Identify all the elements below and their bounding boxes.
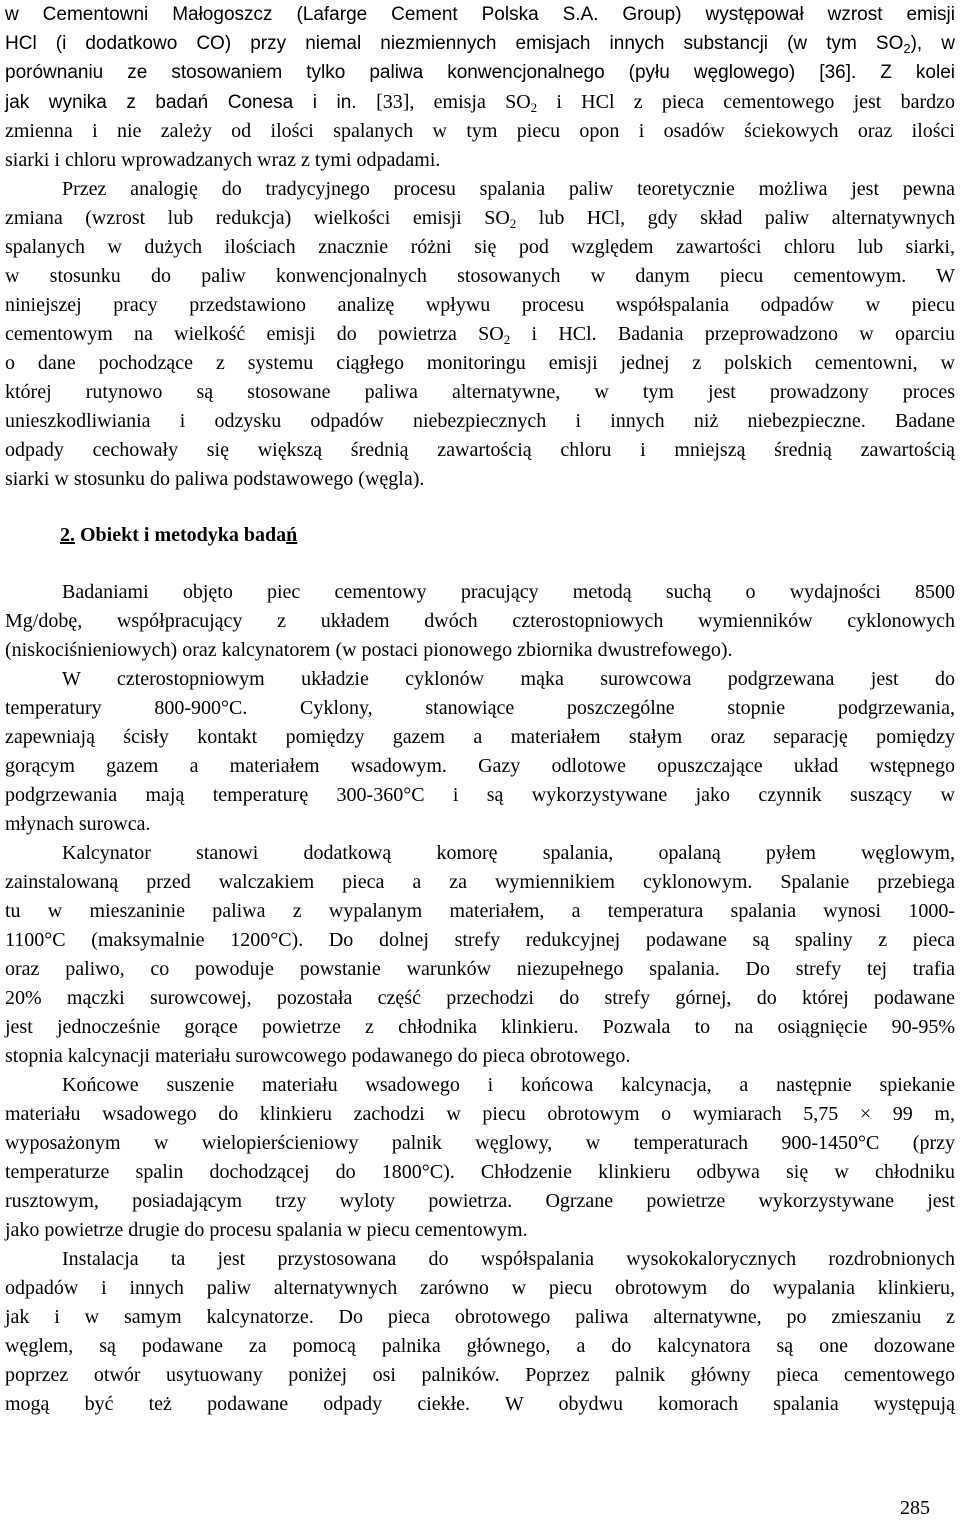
text-run: gorącym gazem a materiałem wsadowym. Gazy odlotowe opuszczające układ wstępnego (5, 755, 955, 777)
text-run: stopnia kalcynacji materiału surowcowego podawanego do pieca obrotowego. (5, 1045, 631, 1067)
text-line (62, 577, 955, 607)
text-run: HCl (i dodatkowo CO) przy niemal niezmiennych emisjach innych substancji (w tym SO (5, 33, 904, 54)
page-number: 285 (900, 1497, 930, 1519)
text-run: 1100°C (maksymalnie 1200°C). Do dolnej strefy redukcyjnej podawane są spaliny z pieca (5, 929, 955, 951)
text-run: mogą być też podawane odpady ciekłe. W obydwu komorach spalania występują (5, 1393, 955, 1415)
section-number: 2. (60, 524, 75, 546)
text-run: Badaniami objęto piec cementowy pracujący metodą suchą o wydajności 8500 (62, 581, 955, 603)
text-line (62, 174, 955, 204)
text-run: zainstalowaną przed walczakiem pieca a za wymiennikiem cyklonowym. Spalanie przebiega (5, 871, 955, 893)
text-line (5, 722, 955, 752)
text-line (5, 635, 955, 665)
text-run: porównaniu ze stosowaniem tylko paliwa konwencjonalnego (pyłu węglowego) [36]. Z kolei (5, 62, 955, 83)
text-run: i HCl z pieca cementowego jest bardzo (537, 91, 955, 113)
text-line (5, 867, 955, 897)
text-line (5, 1215, 955, 1245)
text-run: siarki w stosunku do paliwa podstawowego (węgla). (5, 468, 425, 490)
subscript: 2 (503, 332, 511, 347)
text-run: jako powietrze drugie do procesu spalania w piecu cementowym. (5, 1219, 528, 1241)
subscript: 2 (509, 216, 517, 231)
text-line (5, 1157, 955, 1187)
text-run: i HCl. Badania przeprowadzono w oparciu (510, 323, 955, 345)
text-run: oraz paliwo, co powoduje powstanie warunków niezupełnego spalania. Do strefy tej trafia (5, 958, 955, 980)
text-run: Końcowe suszenie materiału wsadowego i końcowa kalcynacja, a następnie spiekanie (62, 1074, 955, 1096)
text-line (5, 377, 955, 407)
text-line (5, 232, 955, 262)
text-run: zapewniają ścisły kontakt pomiędzy gazem a materiałem stałym oraz separację pomiędzy (5, 726, 955, 748)
text-run: Kalcynator stanowi dodatkową komorę spalania, opalaną pyłem węglowym, (62, 842, 955, 864)
text-line (5, 58, 955, 88)
text-line (62, 838, 955, 868)
text-line (5, 1186, 955, 1216)
text-line (5, 203, 955, 233)
text-run: niniejszej pracy przedstawiono analizę wpływu procesu współspalania odpadów w piecu (5, 294, 955, 316)
text-run: węglem, są podawane za pomocą palnika głównego, a do kalcynatora są one dozowane (5, 1335, 955, 1357)
text-line (5, 145, 955, 175)
text-line (5, 1302, 955, 1332)
text-line (5, 348, 955, 378)
text-line (5, 925, 955, 955)
text-run: odpady cechowały się większą średnią zawartością chloru i mniejszą średnią zawartością (5, 439, 955, 461)
text-line (5, 983, 955, 1013)
text-line (5, 261, 955, 291)
text-line (5, 809, 955, 839)
text-line (5, 751, 955, 781)
section-heading (60, 520, 297, 550)
text-run: zmienna i nie zależy od ilości spalanych w tym piecu opon i osadów ściekowych oraz ilości (5, 120, 955, 142)
text-line (5, 1389, 955, 1419)
text-line (5, 1041, 955, 1071)
text-run: podgrzewania mają temperaturę 300-360°C i są wykorzystywane jako czynnik suszący w (5, 784, 955, 806)
text-run: odpadów i innych paliw alternatywnych zarówno w piecu obrotowym do wypalania klinkieru, (5, 1277, 955, 1299)
text-line (5, 0, 955, 30)
text-run: rusztowym, posiadającym trzy wyloty powietrza. Ogrzane powietrze wykorzystywane jest (5, 1190, 955, 1212)
text-line (62, 1070, 955, 1100)
text-line (5, 406, 955, 436)
text-run: w Cementowni Małogoszcz (Lafarge Cement Polska S.A. Group) występował wzrost emisji (5, 4, 955, 25)
text-run: temperaturze spalin dochodzącej do 1800°C). Chłodzenie klinkieru odbywa się w chłodniku (5, 1161, 955, 1183)
text-line (62, 1244, 955, 1274)
text-run: Instalacja ta jest przystosowana do współspalania wysokokalorycznych rozdrobnionych (62, 1248, 955, 1270)
subscript: 2 (903, 41, 911, 56)
text-line (5, 116, 955, 146)
text-run: materiału wsadowego do klinkieru zachodzi w piecu obrotowym o wymiarach 5,75 × 99 m, (5, 1103, 955, 1125)
text-run: lub HCl, gdy skład paliw alternatywnych (516, 207, 955, 229)
section-title-end: ń (286, 524, 298, 546)
text-run: zmiana (wzrost lub redukcja) wielkości emisji SO (5, 207, 510, 229)
text-run: 20% mączki surowcowej, pozostała część przechodzi do strefy górnej, do której podawane (5, 987, 955, 1009)
text-run: jak wynika z badań Conesa i in. (5, 92, 377, 113)
text-run: młynach surowca. (5, 813, 151, 835)
text-line (5, 319, 955, 349)
text-run: wyposażonym w wielopierścieniowy palnik węglowy, w temperaturach 900-1450°C (przy (5, 1132, 955, 1154)
section-title: Obiekt i metodyka bada (75, 524, 287, 546)
text-run: jest jednocześnie gorące powietrze z chłodnika klinkieru. Pozwala to na osiągnięcie 90-95% (5, 1016, 955, 1038)
text-line (5, 606, 955, 636)
text-line (5, 780, 955, 810)
text-run: siarki i chloru wprowadzanych wraz z tymi odpadami. (5, 149, 441, 171)
text-line (5, 1273, 955, 1303)
text-run: w stosunku do paliw konwencjonalnych stosowanych w danym piecu cementowym. W (5, 265, 955, 287)
text-line (5, 435, 955, 465)
text-run: Mg/dobę, współpracujący z układem dwóch czterostopniowych wymienników cyklonowych (5, 610, 955, 632)
text-run: (niskociśnieniowych) oraz kalcynatorem (w postaci pionowego zbiornika dwustrefowego). (5, 639, 733, 661)
text-run: [33], emisja SO (376, 91, 531, 113)
text-line (5, 87, 955, 117)
text-line (5, 1331, 955, 1361)
text-run: W czterostopniowym układzie cyklonów mąka surowcowa podgrzewana jest do (62, 668, 955, 690)
text-line (5, 896, 955, 926)
text-run: ), w (910, 33, 955, 54)
text-line (5, 954, 955, 984)
text-run: której rutynowo są stosowane paliwa alternatywne, w tym jest prowadzony proces (5, 381, 955, 403)
text-line (5, 1128, 955, 1158)
text-line (5, 693, 955, 723)
text-run: tu w mieszaninie paliwa z wypalanym materiałem, a temperatura spalania wynosi 1000- (5, 900, 955, 922)
text-line (5, 29, 955, 59)
text-run: poprzez otwór usytuowany poniżej osi palników. Poprzez palnik główny pieca cementowego (5, 1364, 955, 1386)
text-run: cementowym na wielkość emisji do powietrza SO (5, 323, 504, 345)
text-line (5, 1360, 955, 1390)
text-line (62, 664, 955, 694)
subscript: 2 (530, 100, 538, 115)
text-run: unieszkodliwiania i odzysku odpadów niebezpiecznych i innych niż niebezpieczne. Badane (5, 410, 955, 432)
text-line (5, 290, 955, 320)
text-run: o dane pochodzące z systemu ciągłego monitoringu emisji jednej z polskich cementowni, w (5, 352, 955, 374)
text-line (5, 464, 955, 494)
text-line (5, 1099, 955, 1129)
text-run: jak i w samym kalcynatorze. Do pieca obrotowego paliwa alternatywne, po zmieszaniu z (5, 1306, 955, 1328)
text-run: temperatury 800-900°C. Cyklony, stanowiące poszczególne stopnie podgrzewania, (5, 697, 955, 719)
text-run: Przez analogię do tradycyjnego procesu spalania paliw teoretycznie możliwa jest pewna (62, 178, 955, 200)
text-line (5, 1012, 955, 1042)
text-run: spalanych w dużych ilościach znacznie różni się pod względem zawartości chloru lub siarki, (5, 236, 955, 258)
